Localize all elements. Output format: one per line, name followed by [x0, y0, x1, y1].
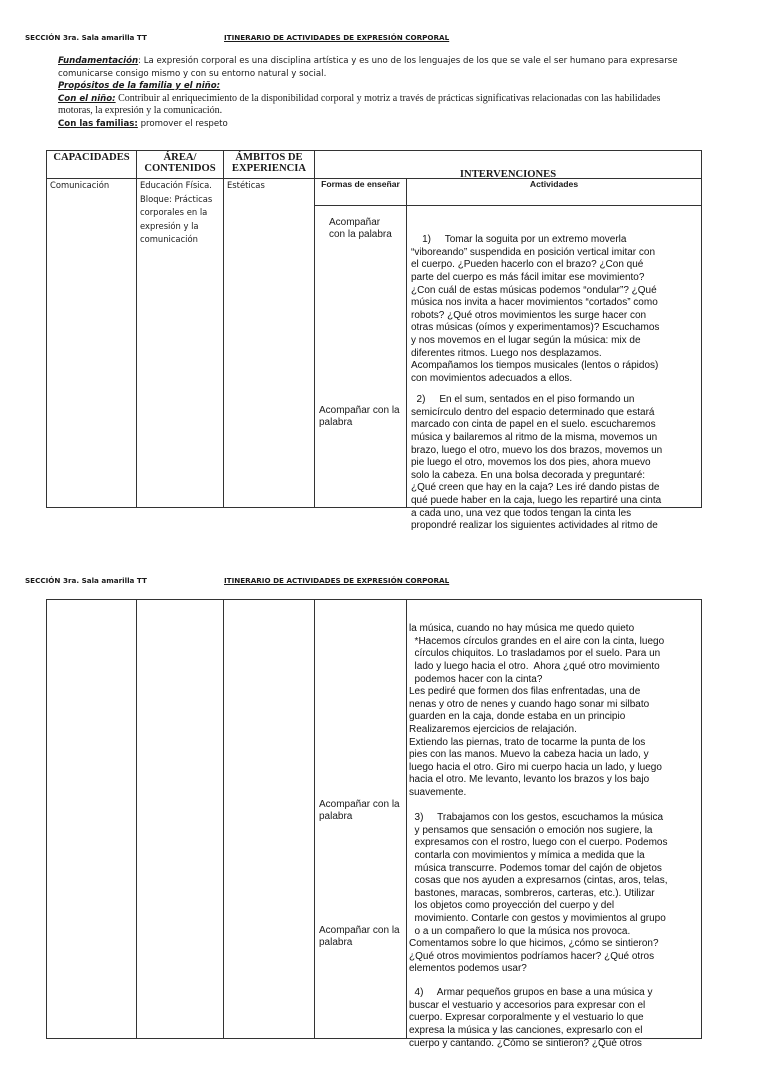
- activities-table-continued: [46, 599, 702, 1049]
- cell-actividades-continued: [407, 600, 702, 1049]
- forma-1: Acompañar con la palabra: [329, 217, 392, 240]
- actividad-2: 2) En el sum, sentados en el piso formando un semicírculo dentro del espacio determinado que estará marcado con cinta de papel en el suelo. escucharemos música y bailaremos al ritmo de la misma, movemos un brazo, luego el otro, muevo los dos brazos, movemos un pie luego el otro, movemos los dos pies, ahora muevo solo la cabeza. En una bolsa decorada y preguntaré: ¿Qué creen que hay en la caja? Les iré dando pistas de qué puede haber en la caja, luego les repartiré una cinta a cada uno, una vez que todos tengan la cinta les propondré realizar los siguientes actividades al ritmo de: [411, 394, 663, 532]
- cell-capacidad: Comunicación: [47, 179, 137, 508]
- nino-text-2: motoras, la expresión y la comunicación.: [58, 105, 223, 116]
- cell-area-continued: [137, 600, 224, 1039]
- header-ambitos: ÁMBITOS DE EXPERIENCIA: [224, 151, 315, 179]
- fundamentacion-label: Fundamentación: [58, 56, 139, 66]
- fundamentacion-text: : La expresión corporal es una disciplina artística y es uno de los lenguajes de los que se vale el ser humano para expresarse: [138, 56, 678, 66]
- activities-table: [46, 150, 702, 532]
- familias-text: promover el respeto: [137, 118, 228, 129]
- subheader-actividades: Actividades: [407, 179, 701, 206]
- header-capacidades: CAPACIDADES: [47, 151, 137, 179]
- actividad-2-continued: la música, cuando no hay música me quedo quieto *Hacemos círculos grandes en el aire con la cinta, luego círculos chiquitos. Lo trasladamos por el suelo. Para un lado y luego hacia el otro. Ahora ¿qué otro movimiento podemos hacer con la cinta? Les pediré que formen dos filas enfrentadas, una de nenas y otro de nenes y cuando hago sonar mi silbato guarden en la caja, donde estaba en un principio Realizaremos ejercicios de relajación. Extiendo las piernas, trato de tocarme la punta de los pies con las manos. Muevo la cabeza hacia un lado, y luego hacia el otro. Giro mi cuerpo hacia un lado, y luego hacia el otro. Me levanto, levanto los brazos y los bajo suavemente.: [409, 623, 665, 798]
- actividad-1: 1) Tomar la soguita por un extremo moverla “viboreando” suspendida en posición vertical imitar con el cuerpo. ¿Pueden hacerlo con el brazo? ¿Con qué parte del cuerpo es más fácil imitar ese movimiento? ¿Con cuál de estas músicas podemos “ondular”? ¿Qué música nos invita a hacer movimientos “cortados” como robots? ¿Qué otros movimientos les surge hacer con otras músicas (oímos y experimentamos)? Escuchamos y nos movemos en el lugar según la música: mix de diferentes ritmos. Luego nos desplazamos. Acompañamos los tiempos musicales (lentos o rápidos) con movimientos adecuados a ellos.: [411, 234, 660, 384]
- forma-3: Acompañar con la palabra: [319, 799, 400, 822]
- actividad-3: 3) Trabajamos con los gestos, escuchamos la música y pensamos que sensación o emoción nos sugiere, la expresamos con el rostro, luego con el cuerpo. Podemos contarla con movimientos y mímica a medida que la música transcurre. Podemos tomar del cajón de objetos cosas que nos ayuden a expresarnos (cintas, aros, telas, bastones, maracas, sombreros, carteras, etc.). Utilizar los objetos como proyección del cuerpo y del movimiento. Contarle con gestos y movimientos al grupo o a un compañero lo que la música nos provoca. Comentamos sobre lo que hicimos, ¿cómo se sintieron? ¿Qué otros movimientos podríamos hacer? ¿Qué otros elementos podemos usar?: [409, 812, 668, 975]
- cell-area-contenidos: Educación Física. Bloque: Prácticas corporales en la expresión y la comunicación: [137, 179, 224, 508]
- forma-4: Acompañar con la palabra: [319, 925, 400, 948]
- fundamentacion: [58, 55, 698, 130]
- cell-formas: [315, 179, 407, 508]
- cell-actividades: [407, 179, 702, 532]
- document-title: ITINERARIO DE ACTIVIDADES DE EXPRESIÓN CORPORAL: [224, 33, 450, 42]
- section-label-page2: SECCIÓN 3ra. Sala amarilla TT: [25, 576, 147, 585]
- section-label: SECCIÓN 3ra. Sala amarilla TT: [25, 33, 147, 42]
- document-title-page2: ITINERARIO DE ACTIVIDADES DE EXPRESIÓN CORPORAL: [224, 576, 450, 585]
- nino-label: Con el niño:: [58, 93, 116, 104]
- familias-label: Con las familias:: [58, 118, 138, 129]
- forma-2: Acompañar con la palabra: [319, 405, 400, 428]
- nino-text: Contribuir al enriquecimiento de la disponibilidad corporal y motriz a través de prácticas significativas relacionadas con las habilidades: [115, 92, 661, 104]
- cell-formas-continued: [315, 600, 407, 1039]
- subheader-formas: Formas de enseñar: [315, 179, 406, 206]
- cell-capacidad-continued: [47, 600, 137, 1039]
- header-intervenciones: INTERVENCIONES: [315, 151, 702, 179]
- actividad-4: 4) Armar pequeños grupos en base a una música y buscar el vestuario y accesorios para expresar con el cuerpo. Expresar corporalmente y el vestuario lo que expresa la música y las canciones, expresarlo con el cuerpo y cantando. ¿Cómo se sintieron? ¿Qué otros: [409, 987, 653, 1049]
- cell-ambito-continued: [224, 600, 315, 1039]
- propositos-label: Propósitos de la familia y el niño:: [58, 81, 221, 91]
- header-area: ÁREA/ CONTENIDOS: [137, 151, 224, 179]
- fundamentacion-text-2: comunicarse consigo mismo y con su entorno natural y social.: [58, 68, 327, 79]
- cell-ambito: Estéticas: [224, 179, 315, 508]
